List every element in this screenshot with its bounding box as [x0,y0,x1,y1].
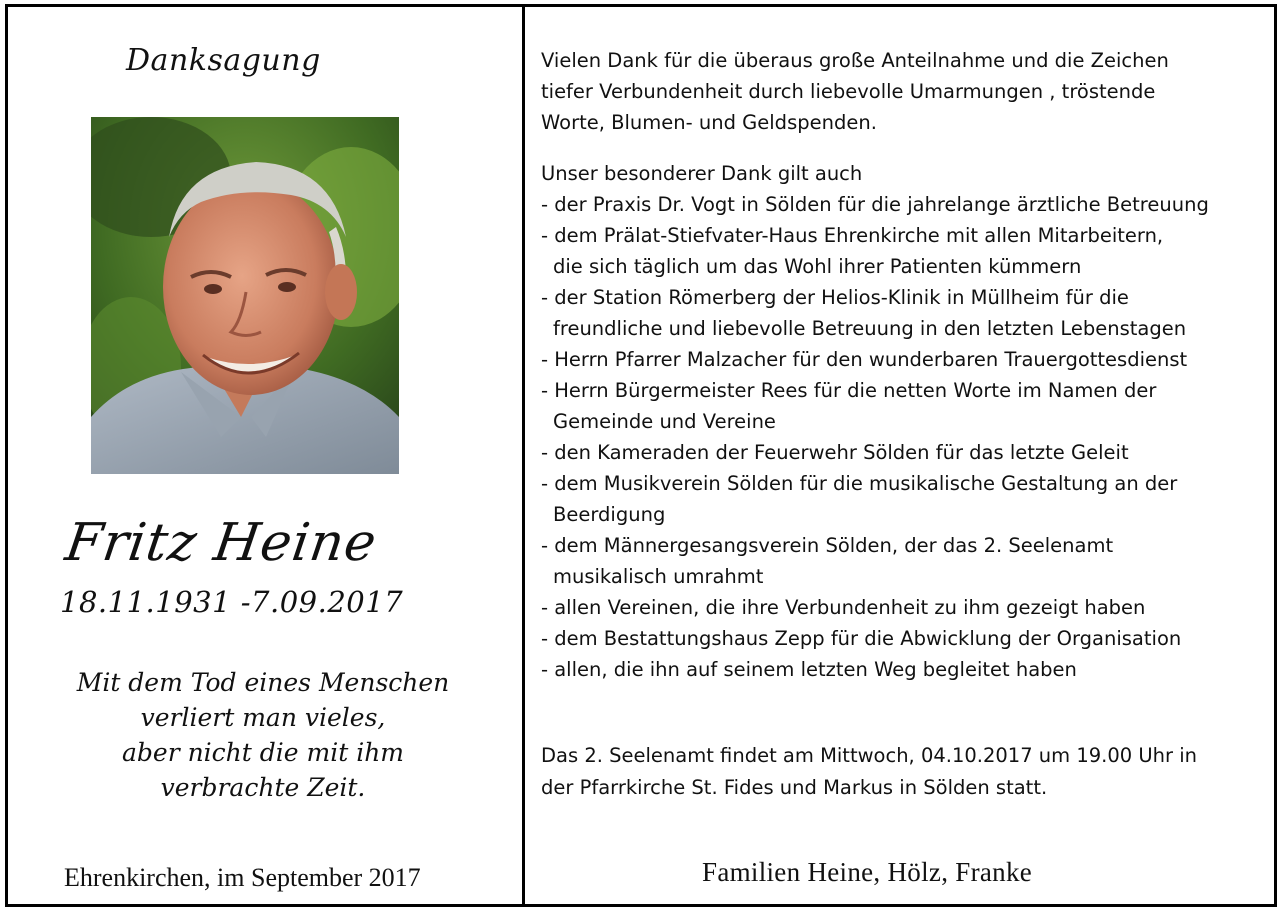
deceased-name: Fritz Heine [61,513,381,573]
list-item: - der Station Römerberg der Helios-Klinik in Müllheim für die [541,286,1129,309]
list-item: - der Praxis Dr. Vogt in Sölden für die jahrelange ärztliche Betreuung [541,193,1209,216]
list-item-continuation: Gemeinde und Vereine [553,410,776,433]
family-signature: Familien Heine, Hölz, Franke [702,857,1033,887]
right-panel [525,7,1274,904]
text-line: Worte, Blumen- und Geldspenden. [541,111,877,134]
thanks-header: Unser besonderer Dank gilt auch [541,162,863,185]
life-dates: 18.11.1931 -7.09.2017 [60,585,404,619]
service-notice [541,740,1197,804]
list-item: - dem Bestattungshaus Zepp für die Abwicklung der Organisation [541,627,1182,650]
left-panel [8,7,522,904]
heading-danksagung: Danksagung [126,43,321,78]
portrait-illustration [91,117,399,474]
memorial-quote [38,665,488,805]
obituary-card [5,4,1277,907]
thanks-list [541,158,1209,685]
intro-paragraph [541,45,1169,138]
text-line: tiefer Verbundenheit durch liebevolle Umarmungen , tröstende [541,80,1156,103]
quote-line: aber nicht die mit ihm [121,738,405,767]
quote-line: verbrachte Zeit. [160,773,366,802]
text-line: der Pfarrkirche St. Fides und Markus in Sölden statt. [541,776,1048,799]
list-item: - Herrn Bürgermeister Rees für die netten Worte im Namen der [541,379,1157,402]
list-item: - dem Musikverein Sölden für die musikalische Gestaltung an der [541,472,1178,495]
text-line: Vielen Dank für die überaus große Anteilnahme und die Zeichen [541,49,1169,72]
text-line: Das 2. Seelenamt findet am Mittwoch, 04.10.2017 um 19.00 Uhr in [541,744,1198,767]
list-item: - Herrn Pfarrer Malzacher für den wunderbaren Trauergottesdienst [541,348,1188,371]
place-and-date: Ehrenkirchen, im September 2017 [64,863,421,892]
quote-line: Mit dem Tod eines Menschen [76,668,450,697]
list-item: - allen Vereinen, die ihre Verbundenheit zu ihm gezeigt haben [541,596,1146,619]
portrait-photo [91,117,399,474]
list-item: - den Kameraden der Feuerwehr Sölden für das letzte Geleit [541,441,1129,464]
list-item: - allen, die ihn auf seinem letzten Weg begleitet haben [541,658,1077,681]
list-item: - dem Prälat-Stiefvater-Haus Ehrenkirche mit allen Mitarbeitern, [541,224,1164,247]
list-item-continuation: freundliche und liebevolle Betreuung in den letzten Lebenstagen [553,317,1187,340]
list-item-continuation: Beerdigung [553,503,666,526]
quote-line: verliert man vieles, [140,703,386,732]
list-item-continuation: musikalisch umrahmt [553,565,764,588]
list-item-continuation: die sich täglich um das Wohl ihrer Patienten kümmern [553,255,1082,278]
list-item: - dem Männergesangsverein Sölden, der das 2. Seelenamt [541,534,1114,557]
